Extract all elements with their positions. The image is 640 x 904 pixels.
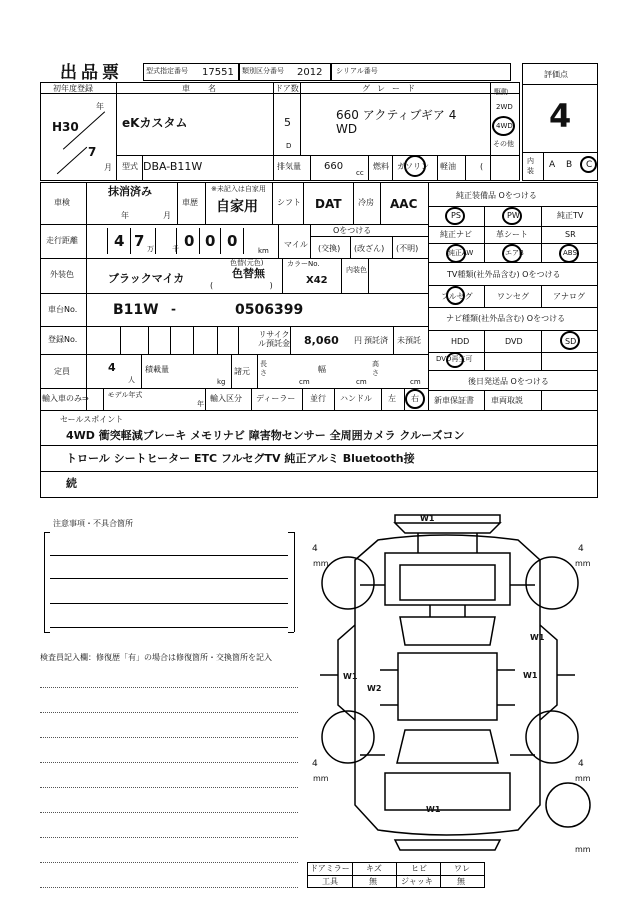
color-code: X42 (306, 275, 328, 286)
mileage-d2: 7 (134, 232, 145, 250)
footer-jack: ジャッキ (401, 877, 433, 886)
first-reg-era: H30 (52, 120, 79, 134)
capacity-label: 定員 (54, 367, 70, 376)
equip-ps-circle (445, 207, 465, 225)
doors-unit: D (286, 142, 292, 150)
interior-c-circle (580, 156, 597, 173)
mileage-tampered: (改ざん) (354, 244, 385, 253)
width-cm: cm (356, 378, 367, 386)
first-reg-label: 初年度登録 (53, 84, 93, 93)
import-parallel: 並行 (310, 394, 326, 403)
drive-4wd-circle (492, 116, 515, 136)
form-number: 17551 (202, 67, 234, 78)
recycle-value: 8,060 (304, 334, 339, 347)
shaken-value: 抹消済み (108, 185, 152, 198)
history-note: ※未記入は自家用 (211, 185, 266, 193)
drive-other: その他 (493, 140, 514, 148)
capacity-value: 4 (108, 361, 116, 374)
sales-line3: 続 (66, 477, 77, 490)
model-year-unit: 年 (197, 400, 204, 408)
unit-man: 万 (147, 245, 154, 253)
mileage-d3: 0 (184, 232, 195, 250)
diagram-w1-right-door: W1 (530, 633, 545, 642)
reg-label: 登録No. (48, 335, 78, 344)
ac-value: AAC (390, 197, 418, 211)
interior-c: C (586, 160, 593, 170)
interior-b: B (566, 160, 573, 170)
diagram-w1-bottom: W1 (426, 805, 441, 814)
grade-label: グレード (362, 84, 422, 93)
tread-fl-unit: mm (313, 559, 329, 568)
tread-fl: 4 (312, 544, 318, 554)
ac-label: 冷房 (358, 198, 374, 207)
tread-fr-unit: mm (575, 559, 591, 568)
class-number-label: 類別区分番号 (242, 67, 284, 75)
diagram-w2-left: W2 (367, 684, 382, 693)
navi-type-title: ナビ種類(社外品含む) Oをつける (446, 314, 566, 323)
recycle-label: リサイクル預託金 (258, 330, 290, 348)
color-value: ブラックマイカ (108, 272, 185, 285)
equip-leather: 革シート (496, 230, 528, 239)
chassis-prefix: B11W (113, 302, 159, 318)
footer-scratch: キズ (366, 864, 382, 873)
tread-rl-unit: mm (313, 774, 329, 783)
color-code-label: カラーNo. (287, 260, 320, 268)
mileage-label: 走行距離 (46, 236, 78, 245)
footer-tool-value: 無 (369, 877, 377, 886)
capacity-unit: 人 (128, 376, 135, 384)
footer-mirror: ドアミラー (310, 864, 350, 873)
navi-sd: SD (565, 337, 577, 346)
length-cm: cm (299, 378, 310, 386)
drive-2wd: 2WD (496, 103, 513, 111)
chassis-label: 車台No. (48, 305, 78, 314)
tv-type-title: TV種類(社外品含む) Oをつける (447, 270, 561, 279)
equip-aw: 純正AW (448, 249, 474, 257)
model-label: 型式 (122, 162, 138, 171)
shift-value: DAT (315, 197, 342, 211)
color-change-paren: ( ) (210, 281, 273, 290)
year-unit: 年 (96, 102, 104, 111)
color-label: 外装色 (50, 270, 74, 279)
equip-airbag: エアB (505, 249, 524, 257)
car-name-label: 車名 (182, 84, 234, 93)
dvd-play: DVD再生可 (436, 355, 473, 363)
later-manual: 車両取説 (491, 396, 523, 405)
mile-label: マイル (284, 240, 308, 249)
car-diagram (300, 505, 600, 865)
tv-fullseg-circle (446, 286, 465, 305)
dims-label: 諸元 (234, 367, 250, 376)
footer-crack: ヒビ (411, 864, 427, 873)
sales-line2: トロール シートヒーター ETC フルセグTV 純正アルミ Bluetooth接 (66, 452, 415, 465)
tread-rr: 4 (578, 759, 584, 769)
form-number-label: 型式指定番号 (146, 67, 188, 75)
grade-line1: 660 アクティブギア 4 (336, 108, 457, 122)
first-reg-month: 7 (88, 145, 97, 159)
paren-open: ( (480, 162, 484, 171)
navi-dvd: DVD (505, 337, 523, 346)
car-name: eKカスタム (122, 116, 188, 130)
fuel-label: 燃料 (373, 162, 389, 171)
interior-a: A (549, 160, 556, 170)
shift-label: シフト (277, 198, 301, 207)
notes-title: 注意事項・不具合箇所 (53, 519, 133, 528)
load-label: 積載量 (145, 365, 169, 374)
mileage-circle-note: Oをつける (333, 226, 372, 235)
sales-line1: 4WD 衝突軽減ブレーキ メモリナビ 障害物センサー 全周囲カメラ クルーズコン (66, 429, 465, 442)
fuel-gasoline: ガソリン (397, 162, 429, 171)
equip-aw-circle (446, 244, 466, 263)
load-unit: kg (217, 378, 226, 386)
equip-ps: PS (451, 211, 461, 220)
dims-height-label: 高さ (372, 360, 379, 377)
navi-hdd: HDD (451, 337, 470, 346)
interior-label: 内装 (527, 157, 534, 175)
disp-unit: cc (356, 169, 364, 177)
handle-right-circle (405, 389, 425, 409)
tv-analog: アナログ (553, 292, 585, 301)
equip-pw-circle (502, 207, 522, 225)
later-title: 後日発送品 Oをつける (468, 377, 549, 386)
handle-left: 左 (388, 394, 396, 403)
later-warranty: 新車保証書 (434, 396, 474, 405)
history-value: 自家用 (216, 199, 258, 215)
height-cm: cm (410, 378, 421, 386)
mileage-exchange: (交換) (318, 244, 341, 253)
handle-right: 右 (411, 394, 419, 403)
unit-km: km (258, 247, 269, 255)
mileage-d1: 4 (114, 232, 125, 250)
equip-abs: ABS (563, 249, 577, 257)
mileage-d4: 0 (205, 232, 216, 250)
diagram-w1-top: W1 (420, 514, 435, 523)
shaken-month: 月 (163, 211, 171, 220)
tv-oneseg: ワンセグ (497, 292, 529, 301)
handle-label: ハンドル (340, 394, 372, 403)
dims-length-label: 長さ (260, 360, 267, 377)
equip-tv: 純正TV (557, 211, 584, 220)
footer-jack-value: 無 (457, 877, 465, 886)
chassis-number: 0506399 (235, 302, 304, 318)
model-value: DBA-B11W (143, 160, 203, 173)
color-change-label: 色替(元色) (230, 259, 264, 267)
import-dealer: ディーラー (256, 394, 296, 403)
drive-4wd: 4WD (496, 122, 513, 130)
import-label: 輸入車のみ⇒ (42, 394, 89, 403)
equip-airbag-circle (502, 244, 522, 263)
footer-tool: 工具 (322, 877, 338, 886)
fuel-diesel: 軽油 (440, 162, 456, 171)
recycle-yen: 円 (354, 336, 362, 345)
disp-label: 排気量 (277, 162, 301, 171)
dvd-play-circle (446, 352, 464, 368)
navi-sd-circle (560, 331, 580, 350)
mileage-d5: 0 (227, 232, 238, 250)
equip-navi: 純正ナビ (440, 230, 472, 239)
drive-label: 駆動 (494, 88, 508, 96)
chassis-dash: - (171, 302, 176, 316)
history-label: 車歴 (182, 198, 198, 207)
shaken-label: 車検 (54, 198, 70, 207)
tread-rr-unit: mm (575, 774, 591, 783)
footer-dent: ワレ (454, 864, 470, 873)
equip-abs-circle (559, 244, 579, 263)
dims-width-label: 幅 (318, 365, 326, 374)
recycle-unpaid: 未預託 (397, 336, 421, 345)
tv-fullseg: フルセグ (441, 292, 473, 301)
interior-color-label: 内装色 (346, 266, 367, 274)
tread-fr: 4 (578, 544, 584, 554)
form-title: 出品票 (60, 63, 123, 83)
inspector-note: 検査員記入欄：修復歴「有」の場合は修復箇所・交換箇所を記入 (40, 653, 272, 662)
model-year-label: モデル年式 (107, 391, 143, 399)
shaken-year: 年 (121, 211, 129, 220)
score-value: 4 (549, 97, 572, 135)
unit-sen: 千 (172, 245, 179, 253)
sales-label: セールスポイント (60, 415, 124, 424)
equip-pw: PW (507, 211, 520, 220)
mileage-unknown: (不明) (396, 244, 419, 253)
fuel-gasoline-circle (404, 155, 426, 177)
displacement: 660 (324, 161, 344, 172)
equip-title: 純正装備品 Oをつける (456, 191, 537, 200)
recycle-paid: 預託済 (364, 336, 388, 345)
diagram-w1-left: W1 (343, 672, 358, 681)
month-unit: 月 (104, 163, 112, 172)
diagram-w1-right-rear: W1 (523, 671, 538, 680)
equip-sr: SR (565, 230, 576, 239)
class-number: 2012 (297, 67, 323, 78)
import-div-label: 輸入区分 (210, 394, 242, 403)
tread-rl: 4 (312, 759, 318, 769)
grade-line2: WD (336, 122, 358, 136)
doors-label: ドア数 (275, 84, 299, 93)
color-change-value: 色替無 (232, 267, 265, 280)
doors-value: 5 (284, 116, 291, 129)
serial-label: シリアル番号 (336, 67, 378, 75)
spare-unit: mm (575, 845, 591, 854)
score-label: 評価点 (544, 70, 568, 79)
